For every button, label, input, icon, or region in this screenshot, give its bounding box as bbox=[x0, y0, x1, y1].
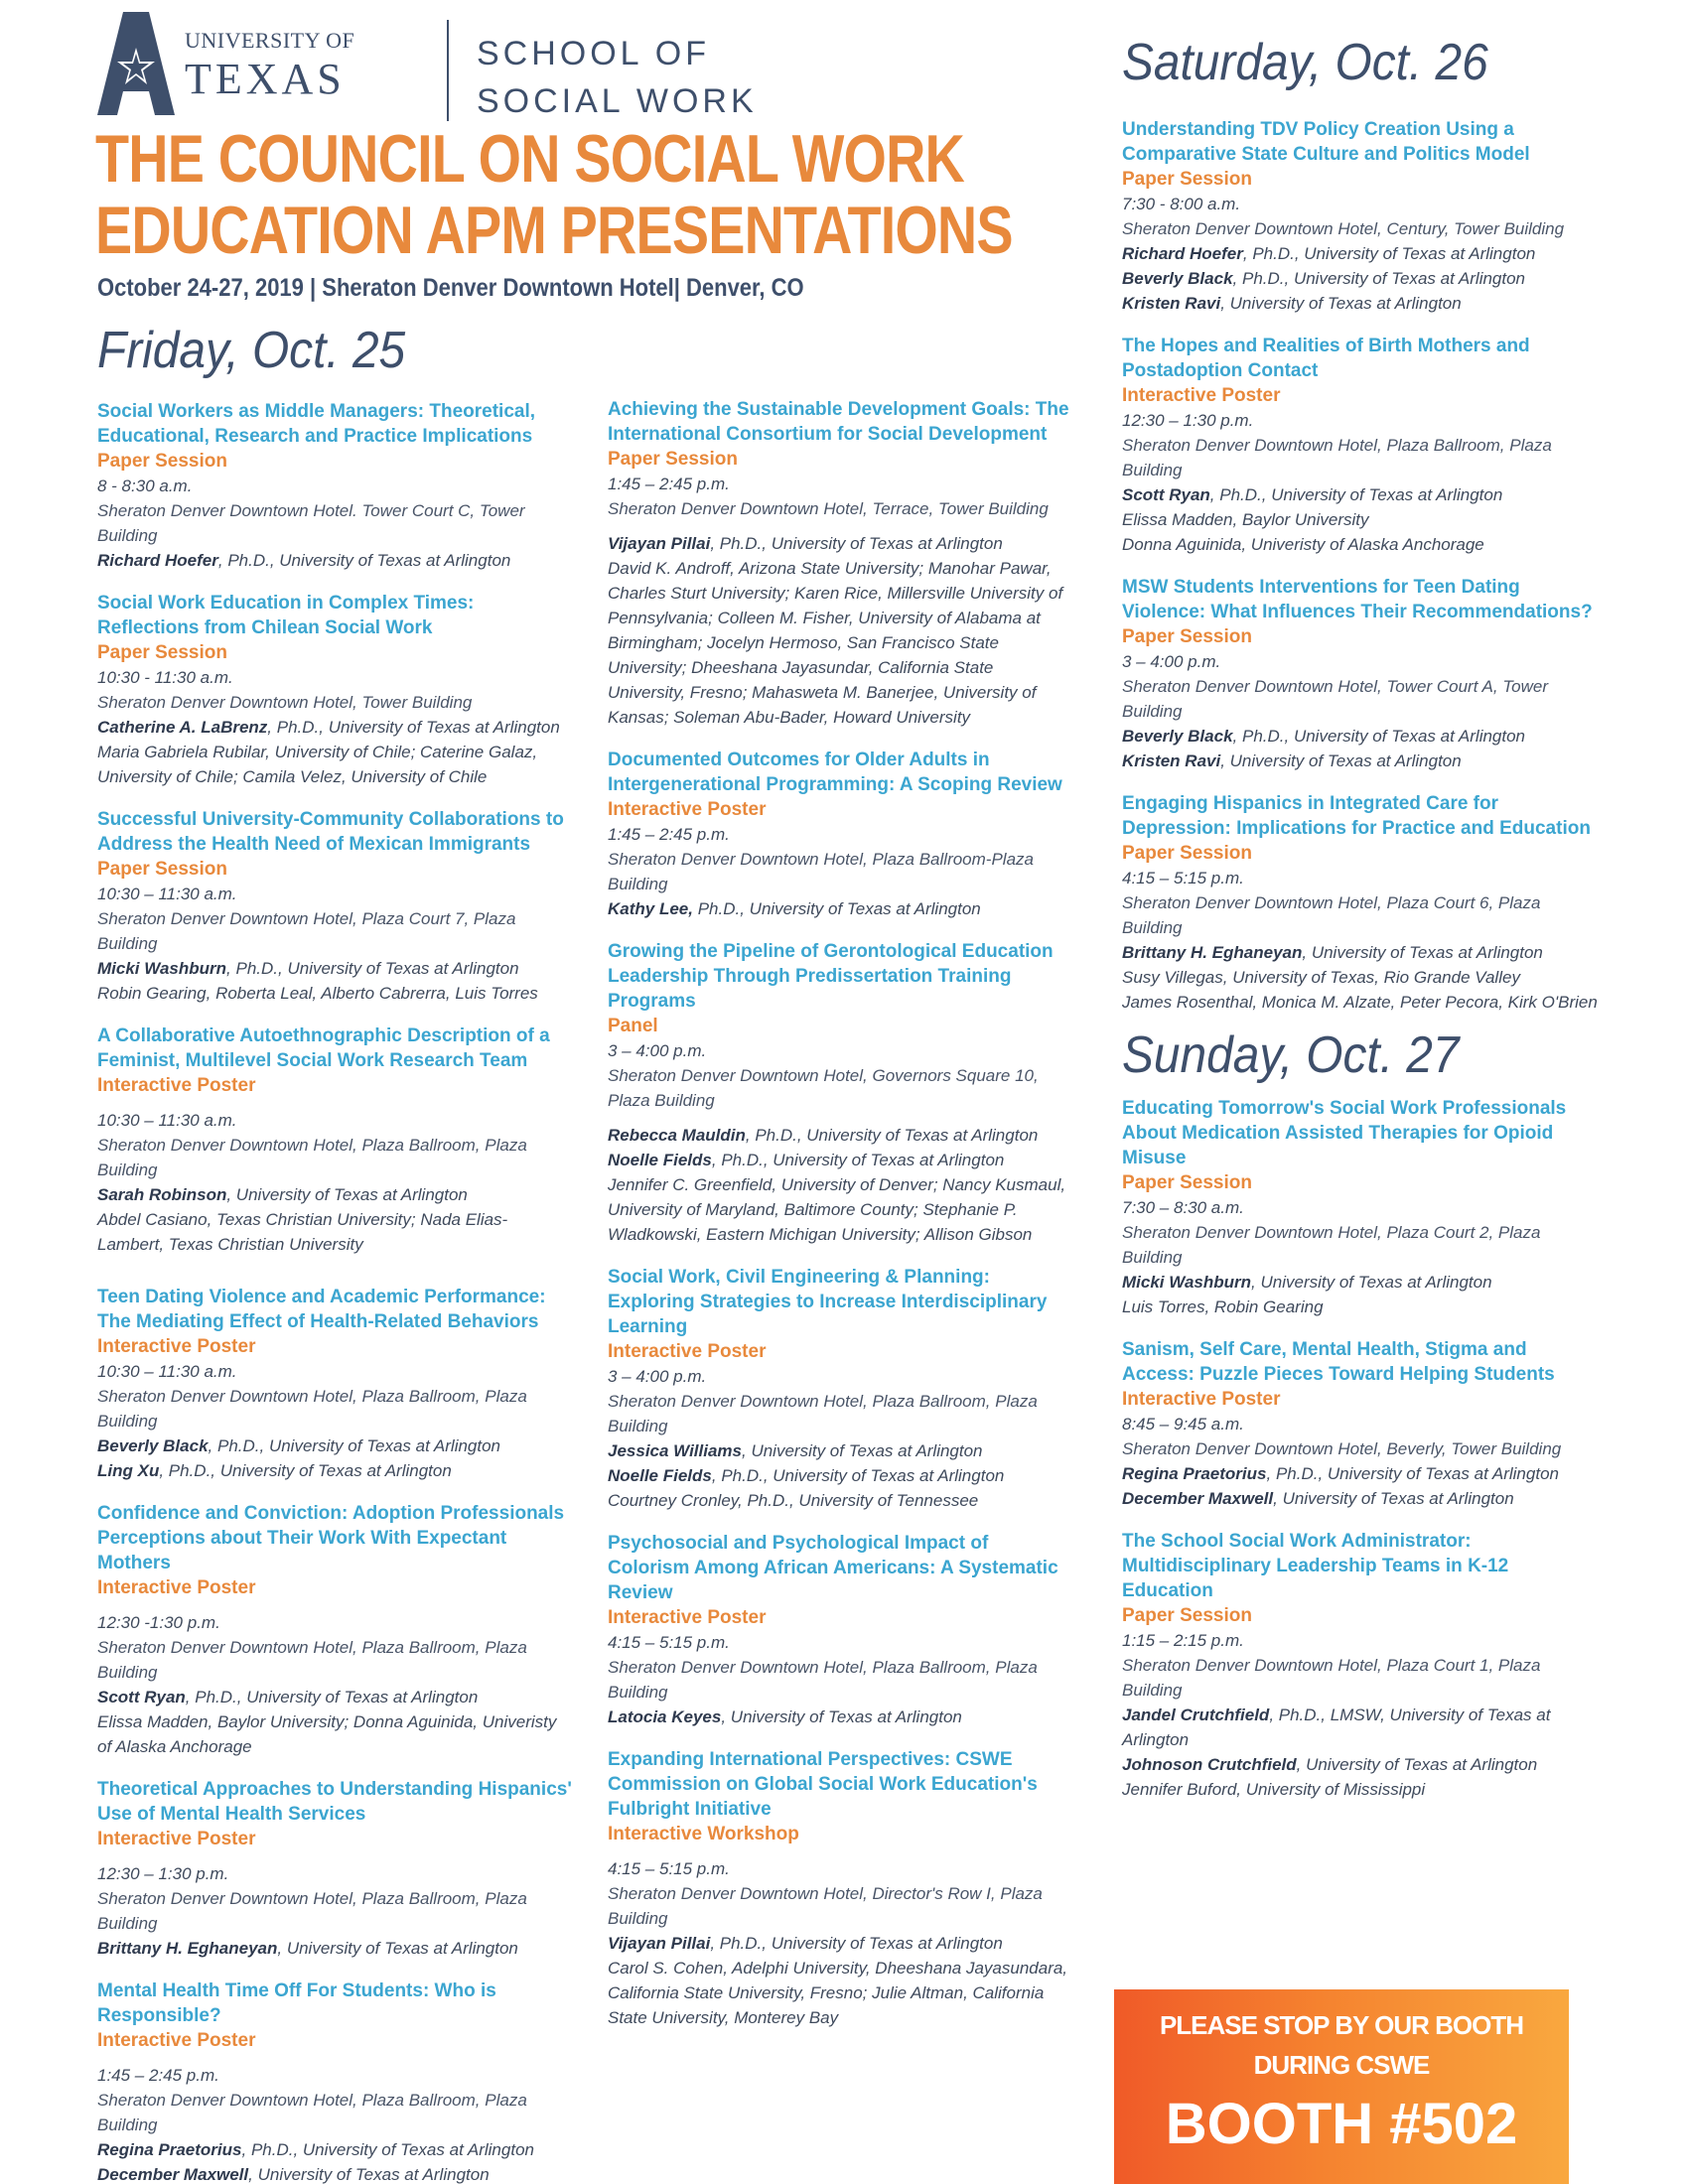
presenter-affiliation: , Ph.D., University of Texas at Arlington bbox=[711, 1466, 1005, 1485]
lead-presenter: Brittany H. Eghaneyan bbox=[97, 1939, 278, 1958]
session-presenter bbox=[1122, 1752, 1599, 1777]
session-item bbox=[97, 807, 574, 1006]
presenter-affiliation: Ph.D., University of Texas at Arlington bbox=[692, 899, 981, 918]
presenter-affiliation: , University of Texas at Arlington bbox=[248, 2165, 490, 2184]
session-location: Sheraton Denver Downtown Hotel, Plaza Court 2, Plaza Building bbox=[1122, 1223, 1541, 1267]
session-type: Interactive Poster bbox=[97, 1336, 256, 1357]
session-type: Interactive Poster bbox=[97, 2030, 256, 2051]
session-time: 8 - 8:30 a.m. bbox=[97, 477, 193, 495]
session-item bbox=[608, 1265, 1074, 1513]
session-presenter bbox=[608, 1705, 1074, 1729]
session-item bbox=[97, 1501, 574, 1759]
session-type: Interactive Poster bbox=[97, 1829, 256, 1849]
session-item bbox=[97, 1979, 574, 2184]
session-location: Sheraton Denver Downtown Hotel, Tower Court A, Tower Building bbox=[1122, 677, 1548, 721]
friday-column-2 bbox=[608, 397, 1074, 2048]
school-line-1: SCHOOL OF bbox=[477, 35, 710, 72]
lead-presenter: Micki Washburn bbox=[1122, 1273, 1252, 1292]
co-presenters: Abdel Casiano, Texas Christian University; Nada Elias-Lambert, Texas Christian University bbox=[97, 1210, 508, 1254]
session-time: 4:15 – 5:15 p.m. bbox=[1122, 869, 1244, 887]
lead-presenter: Jessica Williams bbox=[608, 1441, 742, 1460]
presenter-affiliation: , University of Texas at Arlington bbox=[1302, 943, 1543, 962]
session-item bbox=[97, 399, 574, 573]
session-type: Paper Session bbox=[1122, 1172, 1252, 1193]
session-presenter bbox=[608, 1463, 1074, 1488]
lead-presenter: Noelle Fields bbox=[608, 1151, 712, 1169]
session-title: Educating Tomorrow's Social Work Professionals About Medication Assisted Therapies for Opioid Misuse bbox=[1122, 1098, 1567, 1168]
session-item bbox=[1122, 575, 1599, 773]
co-presenters: Susy Villegas, University of Texas, Rio Grande Valley bbox=[1122, 968, 1520, 987]
session-type: Paper Session bbox=[97, 451, 227, 472]
school-name bbox=[477, 30, 758, 125]
session-item bbox=[608, 1747, 1074, 2030]
lead-presenter: Beverly Black bbox=[1122, 727, 1233, 746]
session-title: Achieving the Sustainable Development Goals: The International Consortium for Social Development bbox=[608, 399, 1069, 445]
session-item bbox=[608, 1531, 1074, 1729]
co-presenters: Jennifer C. Greenfield, University of Denver; Nancy Kusmaul, University of Maryland, Baltimore County; Stephanie P. Wladkowski, Eastern Michigan University; Allison Gibson bbox=[608, 1175, 1066, 1244]
session-item bbox=[1122, 117, 1599, 316]
presenter-affiliation: , Ph.D., University of Texas at Arlington bbox=[208, 1436, 501, 1455]
presenter-affiliation: , Ph.D., University of Texas at Arlington bbox=[711, 1151, 1005, 1169]
day-heading-sunday: Sunday, Oct. 27 bbox=[1122, 1026, 1460, 1084]
session-time: 7:30 – 8:30 a.m. bbox=[1122, 1198, 1244, 1217]
session-presenter bbox=[608, 1438, 1074, 1463]
session-title: Engaging Hispanics in Integrated Care for Depression: Implications for Practice and Education bbox=[1122, 793, 1591, 839]
booth-callout bbox=[1114, 1989, 1569, 2184]
co-presenters: Jennifer Buford, University of Mississippi bbox=[1122, 1780, 1426, 1799]
session-type: Interactive Poster bbox=[97, 1075, 256, 1096]
session-item bbox=[1122, 791, 1599, 1015]
session-location: Sheraton Denver Downtown Hotel, Plaza Court 6, Plaza Building bbox=[1122, 893, 1541, 937]
session-presenter bbox=[1122, 1461, 1599, 1486]
session-time: 12:30 -1:30 p.m. bbox=[97, 1613, 220, 1632]
session-location: Sheraton Denver Downtown Hotel, Plaza Ballroom, Plaza Building bbox=[97, 1638, 527, 1682]
university-wordmark bbox=[185, 28, 354, 103]
session-type: Paper Session bbox=[1122, 626, 1252, 647]
lead-presenter: Johnoson Crutchfield bbox=[1122, 1755, 1297, 1774]
session-presenter bbox=[97, 715, 574, 740]
presenter-affiliation: , Ph.D., LMSW, University of Texas at Arlington bbox=[1122, 1706, 1551, 1749]
lead-presenter: Kristen Ravi bbox=[1122, 294, 1221, 313]
session-title: Social Work, Civil Engineering & Planning: Exploring Strategies to Increase Interdisciplinary Learning bbox=[608, 1267, 1048, 1337]
presenter-affiliation: , University of Texas at Arlington bbox=[1273, 1489, 1514, 1508]
presenter-affiliation: , University of Texas at Arlington bbox=[226, 1185, 468, 1204]
session-location: Sheraton Denver Downtown Hotel, Plaza Ballroom, Plaza Building bbox=[97, 1136, 527, 1179]
presenter-affiliation: , Ph.D., University of Texas at Arlington bbox=[745, 1126, 1039, 1145]
session-location: Sheraton Denver Downtown Hotel, Plaza Court 7, Plaza Building bbox=[97, 909, 516, 953]
session-time: 3 – 4:00 p.m. bbox=[1122, 652, 1221, 671]
friday-column-1 bbox=[97, 320, 574, 2184]
presenter-affiliation: , University of Texas at Arlington bbox=[1251, 1273, 1492, 1292]
presenter-affiliation: , University of Texas at Arlington bbox=[742, 1441, 983, 1460]
session-time: 8:45 – 9:45 a.m. bbox=[1122, 1415, 1244, 1433]
session-time: 10:30 – 11:30 a.m. bbox=[97, 1362, 237, 1381]
session-title: The Hopes and Realities of Birth Mothers and Postadoption Contact bbox=[1122, 336, 1530, 381]
lead-presenter: Vijayan Pillai bbox=[608, 1934, 711, 1953]
session-time: 1:45 – 2:45 p.m. bbox=[608, 475, 730, 493]
presenter-affiliation: , Ph.D., University of Texas at Arlington bbox=[1232, 269, 1526, 288]
session-location: Sheraton Denver Downtown Hotel, Plaza Ballroom, Plaza Building bbox=[97, 2091, 527, 2134]
lead-presenter: Regina Praetorius bbox=[1122, 1464, 1267, 1483]
session-presenter bbox=[97, 1433, 574, 1458]
lead-presenter: Regina Praetorius bbox=[97, 2140, 242, 2159]
lead-presenter: Vijayan Pillai bbox=[608, 534, 711, 553]
lead-presenter: Richard Hoefer bbox=[1122, 244, 1243, 263]
session-presenter bbox=[1122, 1703, 1599, 1752]
session-presenter bbox=[97, 1685, 574, 1709]
session-presenter bbox=[1122, 291, 1599, 316]
session-location: Sheraton Denver Downtown Hotel, Plaza Ballroom-Plaza Building bbox=[608, 850, 1034, 893]
session-title: Psychosocial and Psychological Impact of Colorism Among African Americans: A Systematic Review bbox=[608, 1533, 1058, 1603]
co-presenters: Donna Aguinida, Univeristy of Alaska Anchorage bbox=[1122, 535, 1484, 554]
day-heading-friday: Friday, Oct. 25 bbox=[97, 322, 406, 379]
session-presenter bbox=[608, 1148, 1074, 1172]
session-type: Paper Session bbox=[1122, 843, 1252, 864]
session-location: Sheraton Denver Downtown Hotel, Plaza Ballroom, Plaza Building bbox=[608, 1392, 1038, 1435]
session-title: The School Social Work Administrator: Multidisciplinary Leadership Teams in K-12 Education bbox=[1122, 1531, 1509, 1601]
session-presenter bbox=[1122, 241, 1599, 266]
session-title: Social Workers as Middle Managers: Theoretical, Educational, Research and Practice Implications bbox=[97, 401, 536, 447]
uta-a-star-logo-icon bbox=[97, 12, 175, 115]
session-location: Sheraton Denver Downtown Hotel, Terrace, Tower Building bbox=[608, 499, 1049, 518]
session-time: 3 – 4:00 p.m. bbox=[608, 1041, 707, 1060]
session-time: 3 – 4:00 p.m. bbox=[608, 1367, 707, 1386]
title-line-2: EDUCATION APM PRESENTATIONS bbox=[95, 193, 1013, 268]
presenter-affiliation: , University of Texas at Arlington bbox=[1220, 751, 1462, 770]
presenter-affiliation: , Ph.D., University of Texas at Arlington bbox=[185, 1688, 479, 1706]
co-presenters: Elissa Madden, Baylor University bbox=[1122, 510, 1369, 529]
session-type: Paper Session bbox=[97, 642, 227, 663]
session-item bbox=[608, 748, 1074, 921]
session-title: Expanding International Perspectives: CSWE Commission on Global Social Work Education's Fulbright Initiative bbox=[608, 1749, 1038, 1820]
presenter-affiliation: , University of Texas at Arlington bbox=[1220, 294, 1462, 313]
session-title: Teen Dating Violence and Academic Performance: The Mediating Effect of Health-Related Behaviors bbox=[97, 1287, 546, 1332]
session-location: Sheraton Denver Downtown Hotel, Tower Building bbox=[97, 693, 473, 712]
session-location: Sheraton Denver Downtown Hotel, Beverly, Tower Building bbox=[1122, 1439, 1562, 1458]
page-title bbox=[95, 123, 1013, 266]
session-presenter bbox=[97, 956, 574, 981]
session-item bbox=[97, 1777, 574, 1961]
lead-presenter: Sarah Robinson bbox=[97, 1185, 227, 1204]
presenter-affiliation: , Ph.D., University of Texas at Arlington bbox=[710, 534, 1003, 553]
presenter-affiliation: , Ph.D., University of Texas at Arlington bbox=[1232, 727, 1526, 746]
session-presenter bbox=[97, 2137, 574, 2162]
presenter-affiliation: , Ph.D., University of Texas at Arlington bbox=[710, 1934, 1003, 1953]
session-item bbox=[97, 591, 574, 789]
co-presenters: David K. Androff, Arizona State University; Manohar Pawar, Charles Sturt University; Karen Rice, Millersville University of Pennsylvania; Colleen M. Fisher, University of Alabama at Birmingham; Jocelyn Hermoso, San Francisco State University; Dheeshana Jayasundar, California State University, Fresno; Mahasweta M. Banerjee, University of Kansas; Soleman Abu-Bader, Howard University bbox=[608, 559, 1063, 727]
co-presenters: Luis Torres, Robin Gearing bbox=[1122, 1297, 1324, 1316]
session-time: 1:45 – 2:45 p.m. bbox=[608, 825, 730, 844]
lead-presenter: Micki Washburn bbox=[97, 959, 227, 978]
lead-presenter: Scott Ryan bbox=[1122, 485, 1210, 504]
presenter-affiliation: , Ph.D., University of Texas at Arlington bbox=[1242, 244, 1536, 263]
session-location: Sheraton Denver Downtown Hotel, Plaza Ballroom, Plaza Building bbox=[97, 1889, 527, 1933]
session-presenter bbox=[1122, 1270, 1599, 1295]
presenter-affiliation: , Ph.D., University of Texas at Arlington bbox=[226, 959, 519, 978]
booth-invite-line-2: DURING CSWE bbox=[1253, 2050, 1430, 2080]
session-item bbox=[1122, 1337, 1599, 1511]
session-type: Interactive Poster bbox=[1122, 385, 1281, 406]
lead-presenter: Richard Hoefer bbox=[97, 551, 218, 570]
session-time: 10:30 - 11:30 a.m. bbox=[97, 668, 233, 687]
session-presenter bbox=[608, 1931, 1074, 1956]
session-item bbox=[1122, 334, 1599, 557]
lead-presenter: Catherine A. LaBrenz bbox=[97, 718, 268, 737]
session-presenter bbox=[97, 548, 574, 573]
co-presenters: Robin Gearing, Roberta Leal, Alberto Cabrerra, Luis Torres bbox=[97, 984, 538, 1003]
day-heading-saturday: Saturday, Oct. 26 bbox=[1122, 34, 1488, 91]
session-time: 1:45 – 2:45 p.m. bbox=[97, 2066, 219, 2085]
co-presenters: Elissa Madden, Baylor University; Donna Aguinida, Univeristy of Alaska Anchorage bbox=[97, 1712, 557, 1756]
session-location: Sheraton Denver Downtown Hotel, Plaza Court 1, Plaza Building bbox=[1122, 1656, 1541, 1700]
session-time: 12:30 – 1:30 p.m. bbox=[97, 1864, 229, 1883]
session-item bbox=[97, 1024, 574, 1257]
event-dates-location: October 24-27, 2019 | Sheraton Denver Downtown Hotel| Denver, CO bbox=[97, 274, 804, 302]
session-item bbox=[97, 1285, 574, 1483]
session-presenter bbox=[608, 896, 1074, 921]
session-title: Theoretical Approaches to Understanding Hispanics' Use of Mental Health Services bbox=[97, 1779, 572, 1825]
header-divider bbox=[447, 20, 449, 121]
presenter-affiliation: , Ph.D., University of Texas at Arlington bbox=[1209, 485, 1503, 504]
session-type: Interactive Workshop bbox=[608, 1824, 799, 1844]
session-type: Paper Session bbox=[1122, 169, 1252, 190]
session-presenter bbox=[1122, 1486, 1599, 1511]
session-item bbox=[608, 397, 1074, 730]
session-presenter bbox=[97, 1936, 574, 1961]
session-presenter bbox=[97, 1458, 574, 1483]
university-of-text: UNIVERSITY OF bbox=[185, 28, 355, 53]
lead-presenter: Kathy Lee, bbox=[608, 899, 693, 918]
session-title: Social Work Education in Complex Times: Reflections from Chilean Social Work bbox=[97, 593, 475, 638]
session-title: A Collaborative Autoethnographic Description of a Feminist, Multilevel Social Work Research Team bbox=[97, 1025, 550, 1071]
lead-presenter: Latocia Keyes bbox=[608, 1707, 722, 1726]
lead-presenter: Scott Ryan bbox=[97, 1688, 186, 1706]
lead-presenter: Rebecca Mauldin bbox=[608, 1126, 746, 1145]
lead-presenter: Kristen Ravi bbox=[1122, 751, 1221, 770]
lead-presenter: Ling Xu bbox=[97, 1461, 160, 1480]
title-line-1: THE COUNCIL ON SOCIAL WORK bbox=[95, 121, 964, 197]
session-location: Sheraton Denver Downtown Hotel, Plaza Ballroom, Plaza Building bbox=[608, 1658, 1038, 1702]
booth-invite-line-1: PLEASE STOP BY OUR BOOTH bbox=[1159, 2010, 1524, 2040]
presenter-affiliation: , University of Texas at Arlington bbox=[721, 1707, 962, 1726]
session-presenter bbox=[1122, 724, 1599, 749]
co-presenters: Courtney Cronley, Ph.D., University of Tennessee bbox=[608, 1491, 979, 1510]
lead-presenter: Jandel Crutchfield bbox=[1122, 1706, 1270, 1724]
session-title: MSW Students Interventions for Teen Dating Violence: What Influences Their Recommendations? bbox=[1122, 577, 1593, 622]
presenter-affiliation: , Ph.D., University of Texas at Arlington bbox=[267, 718, 560, 737]
session-title: Confidence and Conviction: Adoption Professionals Perceptions about Their Work With Expectant Mothers bbox=[97, 1503, 565, 1573]
session-presenter bbox=[608, 1123, 1074, 1148]
session-location: Sheraton Denver Downtown Hotel, Plaza Ballroom, Plaza Building bbox=[97, 1387, 527, 1431]
texas-text: TEXAS bbox=[185, 55, 346, 103]
session-title: Documented Outcomes for Older Adults in Intergenerational Programming: A Scoping Review bbox=[608, 750, 1062, 795]
co-presenters: Carol S. Cohen, Adelphi University, Dheeshana Jayasundara, California State University, Fresno; Julie Altman, California State University, Monterey Bay bbox=[608, 1959, 1068, 2027]
session-item bbox=[1122, 1529, 1599, 1802]
presenter-affiliation: , Ph.D., University of Texas at Arlington bbox=[159, 1461, 452, 1480]
session-type: Interactive Poster bbox=[1122, 1389, 1281, 1410]
presenter-affiliation: , University of Texas at Arlington bbox=[277, 1939, 518, 1958]
session-item bbox=[1122, 1096, 1599, 1319]
presenter-affiliation: , Ph.D., University of Texas at Arlington bbox=[1266, 1464, 1559, 1483]
session-type: Panel bbox=[608, 1016, 658, 1036]
session-time: 4:15 – 5:15 p.m. bbox=[608, 1859, 730, 1878]
session-location: Sheraton Denver Downtown Hotel, Plaza Ballroom, Plaza Building bbox=[1122, 436, 1552, 479]
session-presenter bbox=[1122, 266, 1599, 291]
presenter-affiliation: , Ph.D., University of Texas at Arlington bbox=[241, 2140, 534, 2159]
session-presenter bbox=[1122, 940, 1599, 965]
session-presenter bbox=[97, 2162, 574, 2184]
session-time: 1:15 – 2:15 p.m. bbox=[1122, 1631, 1244, 1650]
lead-presenter: Beverly Black bbox=[1122, 269, 1233, 288]
session-time: 10:30 – 11:30 a.m. bbox=[97, 1111, 237, 1130]
session-location: Sheraton Denver Downtown Hotel. Tower Court C, Tower Building bbox=[97, 501, 525, 545]
session-type: Paper Session bbox=[1122, 1605, 1252, 1626]
lead-presenter: Beverly Black bbox=[97, 1436, 209, 1455]
session-presenter bbox=[1122, 482, 1599, 507]
session-title: Understanding TDV Policy Creation Using a Comparative State Culture and Politics Model bbox=[1122, 119, 1530, 165]
session-type: Interactive Poster bbox=[608, 1341, 767, 1362]
lead-presenter: Brittany H. Eghaneyan bbox=[1122, 943, 1303, 962]
session-presenter bbox=[97, 1182, 574, 1207]
presenter-affiliation: , Ph.D., University of Texas at Arlington bbox=[217, 551, 511, 570]
session-time: 4:15 – 5:15 p.m. bbox=[608, 1633, 730, 1652]
booth-number: BOOTH #502 bbox=[1165, 2092, 1518, 2156]
session-location: Sheraton Denver Downtown Hotel, Governors Square 10, Plaza Building bbox=[608, 1066, 1039, 1110]
co-presenters: James Rosenthal, Monica M. Alzate, Peter Pecora, Kirk O'Brien bbox=[1122, 993, 1598, 1012]
session-location: Sheraton Denver Downtown Hotel, Century, Tower Building bbox=[1122, 219, 1565, 238]
session-title: Sanism, Self Care, Mental Health, Stigma and Access: Puzzle Pieces Toward Helping Students bbox=[1122, 1339, 1555, 1385]
lead-presenter: December Maxwell bbox=[1122, 1489, 1274, 1508]
session-title: Successful University-Community Collaborations to Address the Health Need of Mexican Immigrants bbox=[97, 809, 564, 855]
session-type: Paper Session bbox=[97, 859, 227, 880]
school-line-2: SOCIAL WORK bbox=[477, 82, 758, 120]
session-time: 10:30 – 11:30 a.m. bbox=[97, 885, 237, 903]
session-type: Interactive Poster bbox=[608, 1607, 767, 1628]
session-presenter bbox=[1122, 749, 1599, 773]
session-title: Growing the Pipeline of Gerontological Education Leadership Through Predissertation Training Programs bbox=[608, 941, 1054, 1012]
session-type: Interactive Poster bbox=[608, 799, 767, 820]
session-item bbox=[608, 939, 1074, 1247]
session-time: 7:30 - 8:00 a.m. bbox=[1122, 195, 1241, 213]
lead-presenter: Noelle Fields bbox=[608, 1466, 712, 1485]
session-title: Mental Health Time Off For Students: Who is Responsible? bbox=[97, 1980, 496, 2026]
presenter-affiliation: , University of Texas at Arlington bbox=[1296, 1755, 1538, 1774]
session-type: Interactive Poster bbox=[97, 1577, 256, 1598]
lead-presenter: December Maxwell bbox=[97, 2165, 249, 2184]
co-presenters: Maria Gabriela Rubilar, University of Chile; Caterine Galaz, University of Chile; Camila Velez, University of Chile bbox=[97, 743, 538, 786]
weekend-column bbox=[1122, 32, 1599, 1820]
session-time: 12:30 – 1:30 p.m. bbox=[1122, 411, 1254, 430]
session-presenter bbox=[608, 531, 1074, 556]
session-location: Sheraton Denver Downtown Hotel, Director's Row I, Plaza Building bbox=[608, 1884, 1043, 1928]
session-type: Paper Session bbox=[608, 449, 738, 470]
